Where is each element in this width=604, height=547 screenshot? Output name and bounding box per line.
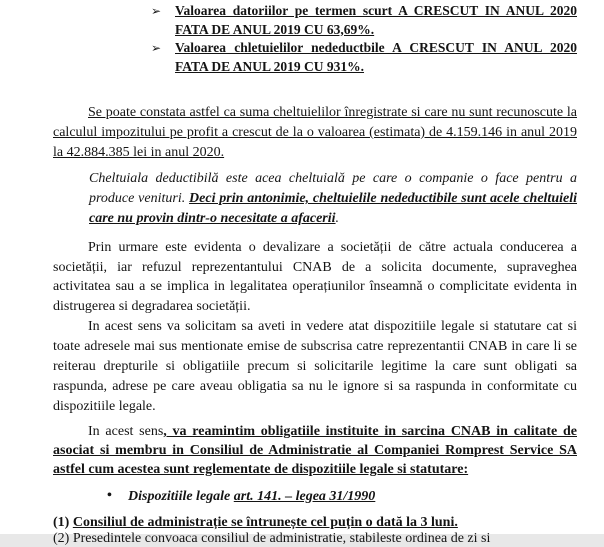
paragraph-constatare: Se poate constata astfel ca suma cheltuielilor înregistrate si care nu sunt recunoscute la calculul impozitului pe profit a crescut de la o valoarea (estimata) de 4.159.146 in anul 2019 la 42.884.385 lei in anul 2020. bbox=[53, 105, 577, 160]
quote-definition bbox=[89, 169, 577, 229]
reamintire-lead-text: In acest sens bbox=[88, 424, 164, 439]
quote-period: . bbox=[335, 211, 340, 226]
list-item bbox=[150, 39, 577, 76]
list-item bbox=[150, 2, 577, 39]
paragraph-reamintire bbox=[53, 422, 577, 479]
legal-bullet-lead: Dispozitiile legale bbox=[128, 489, 234, 504]
arrow-bullet-icon: ➢ bbox=[151, 4, 162, 18]
clause-number: (1) bbox=[53, 515, 73, 530]
reamintire-emphasis-text: , va reamintim obligatiile instituite in sarcina CNAB in calitate de asociat si membru in Consiliul de Administratie al Companiei Romprest Service SA astfel cum acestea sunt reglementate de dispozitiile legale si statutare: bbox=[53, 424, 577, 477]
finding-text-debts: Valoarea datoriilor pe termen scurt A CRESCUT IN ANUL 2020 FATA DE ANUL 2019 CU 63,69%. bbox=[175, 3, 577, 37]
findings-list bbox=[150, 2, 577, 76]
article-clause-2-partial: (2) Presedintele convoaca consiliul de administratie, stabileste ordinea de zi si bbox=[53, 531, 491, 546]
dot-bullet-icon: • bbox=[107, 488, 112, 503]
clause-text: Consiliul de administrație se întrunește cel puțin o dată la 3 luni. bbox=[72, 515, 458, 530]
document-content bbox=[53, 0, 577, 547]
quote-emphasis-text: Deci prin antonimie, cheltuielile nedeductibile sunt acele cheltuieli care nu provin dintr-o necesitate a afacerii bbox=[89, 191, 577, 226]
arrow-bullet-icon: ➢ bbox=[151, 41, 162, 55]
finding-text-expenses: Valoarea chletuielilor nedeductbile A CRESCUT IN ANUL 2020 FATA DE ANUL 2019 CU 931%. bbox=[175, 40, 577, 74]
legal-article-reference: art. 141. – legea 31/1990 bbox=[233, 489, 376, 504]
paragraph-solicitare: In acest sens va solicitam sa aveti in vedere atat dispozitiile legale si statutare cat si toate adresele mai sus mentionate emise de subscrisa catre reprezentantii CNAB in care li se reiterau drepturile si obligatiile precum si solicitarile legitime la care sunt obligati sa raspunda, adrese pe care aveau obligatia sa nu le ignore si sa raspunda in conformitate cu dispozitiile legale. bbox=[53, 319, 577, 414]
article-clause-1 bbox=[53, 515, 577, 531]
quote-lead-text: Cheltuiala deductibilă este acea cheltuială pe care o companie o face pentru a produce venituri. bbox=[89, 171, 577, 206]
legal-bullet-item bbox=[105, 487, 577, 506]
paragraph-devalizare: Prin urmare este evidenta o devalizare a societății de către actuala conducerea a societății, iar refuzul reprezentantului CNAB de a solicita documente, supraveghea activitatea sau a se implica in legalitatea operațiunilor înseamnă o complicitate evidenta in distrugerea si degradarea societății. bbox=[53, 240, 577, 314]
